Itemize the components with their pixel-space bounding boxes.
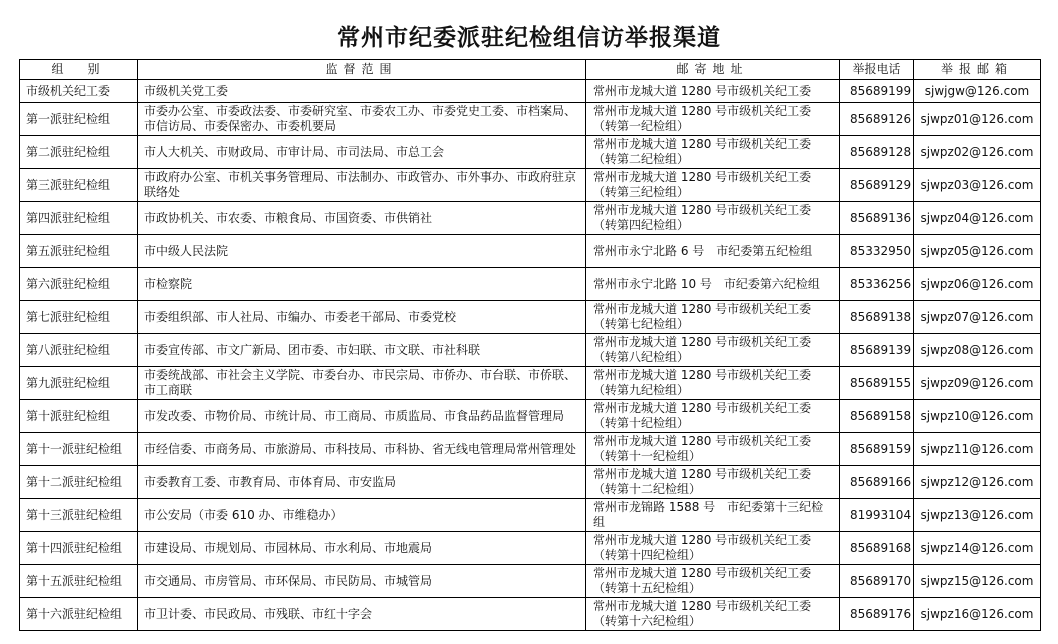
table-row bbox=[20, 565, 1041, 598]
phone-cell: 85689199 bbox=[840, 80, 914, 103]
email-cell[interactable]: sjwpz03@126.com bbox=[914, 169, 1041, 202]
email-cell[interactable]: sjwpz05@126.com bbox=[914, 235, 1041, 268]
email-cell[interactable]: sjwpz14@126.com bbox=[914, 532, 1041, 565]
group-cell: 第四派驻纪检组 bbox=[20, 202, 138, 235]
table-row bbox=[20, 80, 1041, 103]
header-address: 邮寄地址 bbox=[586, 60, 840, 80]
phone-cell: 85689168 bbox=[840, 532, 914, 565]
table-row bbox=[20, 268, 1041, 301]
header-phone: 举报电话 bbox=[840, 60, 914, 80]
table-row bbox=[20, 466, 1041, 499]
address-cell: 常州市龙城大道 1280 号市级机关纪工委（转第一纪检组） bbox=[586, 103, 840, 136]
table-row bbox=[20, 334, 1041, 367]
scope-cell: 市政协机关、市农委、市粮食局、市国资委、市供销社 bbox=[138, 202, 586, 235]
group-cell: 第六派驻纪检组 bbox=[20, 268, 138, 301]
phone-cell: 85689139 bbox=[840, 334, 914, 367]
phone-cell: 85689159 bbox=[840, 433, 914, 466]
address-cell: 常州市龙城大道 1280 号市级机关纪工委（转第十四纪检组） bbox=[586, 532, 840, 565]
group-cell: 第五派驻纪检组 bbox=[20, 235, 138, 268]
address-cell: 常州市龙城大道 1280 号市级机关纪工委（转第十一纪检组） bbox=[586, 433, 840, 466]
group-cell: 第十派驻纪检组 bbox=[20, 400, 138, 433]
group-cell: 第十二派驻纪检组 bbox=[20, 466, 138, 499]
scope-cell: 市交通局、市房管局、市环保局、市民防局、市城管局 bbox=[138, 565, 586, 598]
email-cell[interactable]: sjwpz07@126.com bbox=[914, 301, 1041, 334]
header-scope: 监督范围 bbox=[138, 60, 586, 80]
group-cell: 第十五派驻纪检组 bbox=[20, 565, 138, 598]
email-cell[interactable]: sjwpz12@126.com bbox=[914, 466, 1041, 499]
scope-cell: 市级机关党工委 bbox=[138, 80, 586, 103]
group-cell: 第三派驻纪检组 bbox=[20, 169, 138, 202]
table-row bbox=[20, 103, 1041, 136]
email-cell[interactable]: sjwpz09@126.com bbox=[914, 367, 1041, 400]
table-row bbox=[20, 598, 1041, 631]
email-cell[interactable]: sjwpz15@126.com bbox=[914, 565, 1041, 598]
group-cell: 第九派驻纪检组 bbox=[20, 367, 138, 400]
scope-cell: 市发改委、市物价局、市统计局、市工商局、市质监局、市食品药品监督管理局 bbox=[138, 400, 586, 433]
email-cell[interactable]: sjwpz01@126.com bbox=[914, 103, 1041, 136]
address-cell: 常州市龙城大道 1280 号市级机关纪工委（转第四纪检组） bbox=[586, 202, 840, 235]
scope-cell: 市委教育工委、市教育局、市体育局、市安监局 bbox=[138, 466, 586, 499]
table-row bbox=[20, 202, 1041, 235]
email-cell[interactable]: sjwpz13@126.com bbox=[914, 499, 1041, 532]
table-row bbox=[20, 367, 1041, 400]
address-cell: 常州市龙城大道 1280 号市级机关纪工委（转第十二纪检组） bbox=[586, 466, 840, 499]
table-row bbox=[20, 532, 1041, 565]
address-cell: 常州市龙城大道 1280 号市级机关纪工委 bbox=[586, 80, 840, 103]
scope-cell: 市政府办公室、市机关事务管理局、市法制办、市政管办、市外事办、市政府驻京联络处 bbox=[138, 169, 586, 202]
phone-cell: 81993104 bbox=[840, 499, 914, 532]
phone-cell: 85689166 bbox=[840, 466, 914, 499]
phone-cell: 85689155 bbox=[840, 367, 914, 400]
phone-cell: 85336256 bbox=[840, 268, 914, 301]
group-cell: 第二派驻纪检组 bbox=[20, 136, 138, 169]
scope-cell: 市委宣传部、市文广新局、团市委、市妇联、市文联、市社科联 bbox=[138, 334, 586, 367]
address-cell: 常州市龙城大道 1280 号市级机关纪工委（转第八纪检组） bbox=[586, 334, 840, 367]
table-row bbox=[20, 136, 1041, 169]
phone-cell: 85689128 bbox=[840, 136, 914, 169]
address-cell: 常州市龙锦路 1588 号 市纪委第十三纪检组 bbox=[586, 499, 840, 532]
scope-cell: 市委统战部、市社会主义学院、市委台办、市民宗局、市侨办、市台联、市侨联、市工商联 bbox=[138, 367, 586, 400]
header-group: 组 别 bbox=[20, 60, 138, 80]
group-cell: 第十六派驻纪检组 bbox=[20, 598, 138, 631]
scope-cell: 市卫计委、市民政局、市残联、市红十字会 bbox=[138, 598, 586, 631]
address-cell: 常州市龙城大道 1280 号市级机关纪工委（转第二纪检组） bbox=[586, 136, 840, 169]
address-cell: 常州市龙城大道 1280 号市级机关纪工委（转第七纪检组） bbox=[586, 301, 840, 334]
table-row bbox=[20, 301, 1041, 334]
phone-cell: 85689129 bbox=[840, 169, 914, 202]
table-row bbox=[20, 499, 1041, 532]
group-cell: 市级机关纪工委 bbox=[20, 80, 138, 103]
address-cell: 常州市龙城大道 1280 号市级机关纪工委（转第三纪检组） bbox=[586, 169, 840, 202]
address-cell: 常州市龙城大道 1280 号市级机关纪工委（转第九纪检组） bbox=[586, 367, 840, 400]
address-cell: 常州市龙城大道 1280 号市级机关纪工委（转第十五纪检组） bbox=[586, 565, 840, 598]
scope-cell: 市经信委、市商务局、市旅游局、市科技局、市科协、省无线电管理局常州管理处 bbox=[138, 433, 586, 466]
phone-cell: 85689126 bbox=[840, 103, 914, 136]
scope-cell: 市委办公室、市委政法委、市委研究室、市委农工办、市委党史工委、市档案局、市信访局、市委保密办、市委机要局 bbox=[138, 103, 586, 136]
address-cell: 常州市龙城大道 1280 号市级机关纪工委（转第十纪检组） bbox=[586, 400, 840, 433]
address-cell: 常州市永宁北路 10 号 市纪委第六纪检组 bbox=[586, 268, 840, 301]
address-cell: 常州市永宁北路 6 号 市纪委第五纪检组 bbox=[586, 235, 840, 268]
table-row bbox=[20, 169, 1041, 202]
table-row bbox=[20, 400, 1041, 433]
email-cell[interactable]: sjwjgw@126.com bbox=[914, 80, 1041, 103]
phone-cell: 85689170 bbox=[840, 565, 914, 598]
scope-cell: 市委组织部、市人社局、市编办、市委老干部局、市委党校 bbox=[138, 301, 586, 334]
scope-cell: 市公安局（市委 610 办、市维稳办） bbox=[138, 499, 586, 532]
email-cell[interactable]: sjwpz04@126.com bbox=[914, 202, 1041, 235]
group-cell: 第一派驻纪检组 bbox=[20, 103, 138, 136]
email-cell[interactable]: sjwpz06@126.com bbox=[914, 268, 1041, 301]
page-title: 常州市纪委派驻纪检组信访举报渠道 bbox=[337, 25, 721, 51]
phone-cell: 85689176 bbox=[840, 598, 914, 631]
scope-cell: 市检察院 bbox=[138, 268, 586, 301]
table-row bbox=[20, 235, 1041, 268]
scope-cell: 市人大机关、市财政局、市审计局、市司法局、市总工会 bbox=[138, 136, 586, 169]
email-cell[interactable]: sjwpz16@126.com bbox=[914, 598, 1041, 631]
email-cell[interactable]: sjwpz10@126.com bbox=[914, 400, 1041, 433]
group-cell: 第八派驻纪检组 bbox=[20, 334, 138, 367]
address-cell: 常州市龙城大道 1280 号市级机关纪工委（转第十六纪检组） bbox=[586, 598, 840, 631]
phone-cell: 85689136 bbox=[840, 202, 914, 235]
phone-cell: 85689138 bbox=[840, 301, 914, 334]
table-body bbox=[20, 80, 1041, 631]
email-cell[interactable]: sjwpz02@126.com bbox=[914, 136, 1041, 169]
phone-cell: 85689158 bbox=[840, 400, 914, 433]
group-cell: 第七派驻纪检组 bbox=[20, 301, 138, 334]
group-cell: 第十一派驻纪检组 bbox=[20, 433, 138, 466]
reporting-channels-table bbox=[19, 59, 1041, 631]
scope-cell: 市建设局、市规划局、市园林局、市水利局、市地震局 bbox=[138, 532, 586, 565]
table-row bbox=[20, 433, 1041, 466]
phone-cell: 85332950 bbox=[840, 235, 914, 268]
group-cell: 第十四派驻纪检组 bbox=[20, 532, 138, 565]
table-header-row bbox=[20, 60, 1041, 80]
scope-cell: 市中级人民法院 bbox=[138, 235, 586, 268]
email-cell[interactable]: sjwpz11@126.com bbox=[914, 433, 1041, 466]
header-email: 举报邮箱 bbox=[914, 60, 1041, 80]
group-cell: 第十三派驻纪检组 bbox=[20, 499, 138, 532]
email-cell[interactable]: sjwpz08@126.com bbox=[914, 334, 1041, 367]
